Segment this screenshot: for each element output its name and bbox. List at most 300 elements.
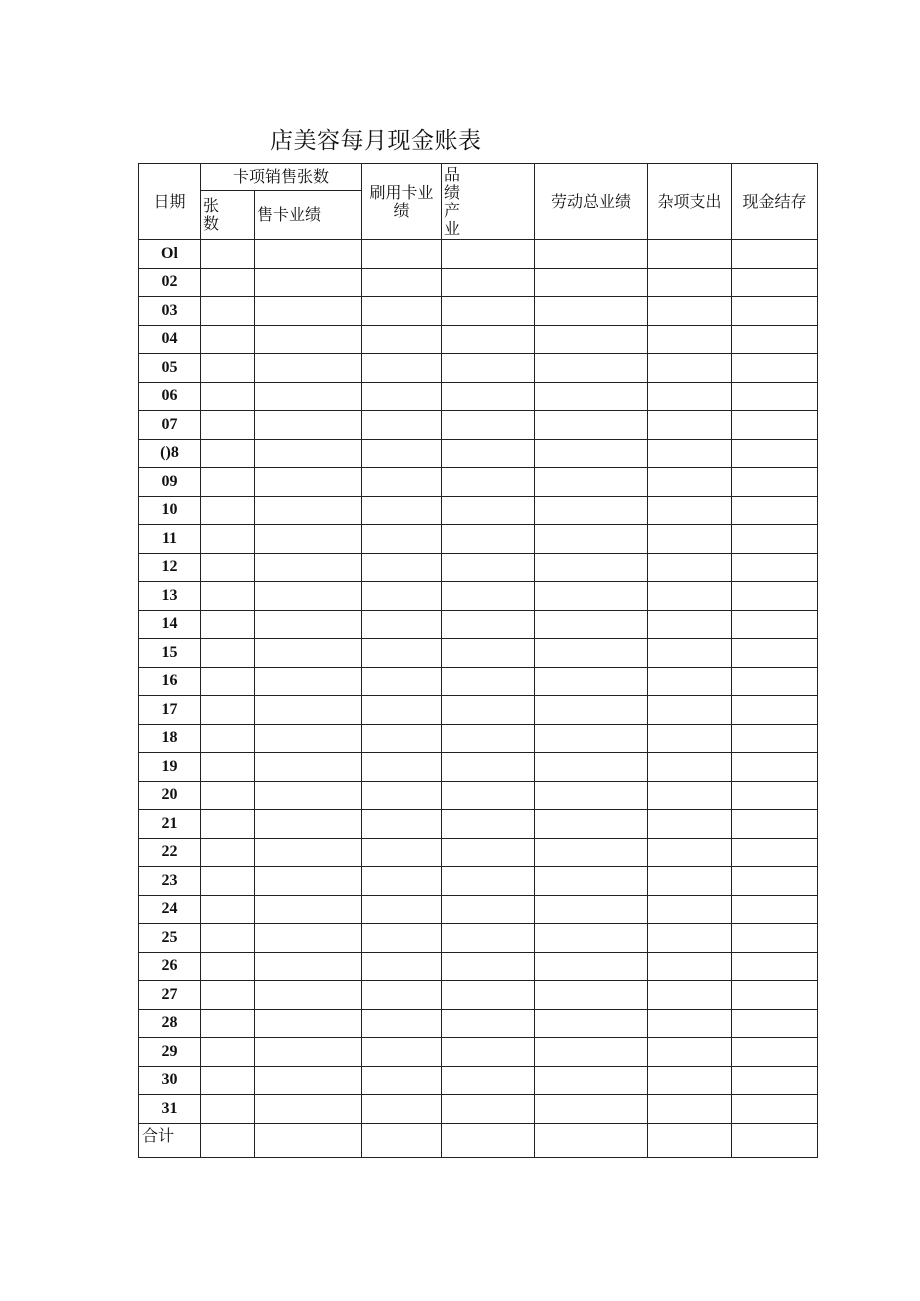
entry-cell[interactable] [732,867,818,896]
entry-cell[interactable] [201,582,255,611]
entry-cell[interactable] [442,1038,535,1067]
entry-cell[interactable] [648,838,732,867]
entry-cell[interactable] [442,354,535,383]
entry-cell[interactable] [255,610,362,639]
entry-cell[interactable] [442,240,535,269]
day-label: 07 [139,411,201,440]
table-row [139,1095,818,1124]
day-label: ()8 [139,439,201,468]
entry-cell[interactable] [535,867,648,896]
total-cell[interactable] [648,1123,732,1157]
entry-cell[interactable] [255,496,362,525]
table-row [139,952,818,981]
total-row [139,1123,818,1157]
header-product [442,164,535,240]
entry-cell[interactable] [442,582,535,611]
entry-cell[interactable] [201,895,255,924]
entry-cell[interactable] [535,924,648,953]
entry-cell[interactable] [535,1095,648,1124]
entry-cell[interactable] [732,1009,818,1038]
entry-cell[interactable] [442,924,535,953]
entry-cell[interactable] [201,496,255,525]
entry-cell[interactable] [362,724,442,753]
header-date: 日期 [139,164,201,240]
entry-cell[interactable] [201,838,255,867]
entry-cell[interactable] [535,952,648,981]
entry-cell[interactable] [648,895,732,924]
entry-cell[interactable] [362,639,442,668]
entry-cell[interactable] [535,981,648,1010]
table-row [139,1038,818,1067]
entry-cell[interactable] [442,325,535,354]
entry-cell[interactable] [732,268,818,297]
table-row [139,496,818,525]
entry-cell[interactable] [362,753,442,782]
entry-cell[interactable] [362,382,442,411]
cash-ledger-table [138,163,818,1158]
entry-cell[interactable] [732,1038,818,1067]
day-label: 02 [139,268,201,297]
entry-cell[interactable] [535,838,648,867]
table-row [139,724,818,753]
entry-cell[interactable] [442,610,535,639]
page-title: 店美容每月现金账表 [270,128,482,154]
entry-cell[interactable] [535,639,648,668]
entry-cell[interactable] [201,952,255,981]
entry-cell[interactable] [442,411,535,440]
entry-cell[interactable] [442,439,535,468]
entry-cell[interactable] [648,268,732,297]
entry-cell[interactable] [648,981,732,1010]
entry-cell[interactable] [732,496,818,525]
entry-cell[interactable] [442,1066,535,1095]
entry-cell[interactable] [442,781,535,810]
entry-cell[interactable] [201,1038,255,1067]
entry-cell[interactable] [442,810,535,839]
entry-cell[interactable] [535,667,648,696]
entry-cell[interactable] [201,354,255,383]
entry-cell[interactable] [648,667,732,696]
entry-cell[interactable] [535,439,648,468]
entry-cell[interactable] [442,696,535,725]
entry-cell[interactable] [535,496,648,525]
entry-cell[interactable] [648,924,732,953]
entry-cell[interactable] [255,553,362,582]
total-cell[interactable] [732,1123,818,1157]
entry-cell[interactable] [442,867,535,896]
entry-cell[interactable] [362,696,442,725]
entry-cell[interactable] [255,781,362,810]
entry-cell[interactable] [201,382,255,411]
day-label: 26 [139,952,201,981]
entry-cell[interactable] [442,895,535,924]
entry-cell[interactable] [535,781,648,810]
entry-cell[interactable] [362,952,442,981]
entry-cell[interactable] [255,268,362,297]
day-label: 05 [139,354,201,383]
entry-cell[interactable] [201,325,255,354]
table-row [139,268,818,297]
entry-cell[interactable] [255,1009,362,1038]
table-row [139,838,818,867]
entry-cell[interactable] [255,895,362,924]
total-cell[interactable] [442,1123,535,1157]
entry-cell[interactable] [535,1038,648,1067]
day-label: 17 [139,696,201,725]
entry-cell[interactable] [648,810,732,839]
entry-cell[interactable] [362,838,442,867]
entry-cell[interactable] [201,1095,255,1124]
entry-cell[interactable] [201,411,255,440]
entry-cell[interactable] [201,468,255,497]
entry-cell[interactable] [732,354,818,383]
entry-cell[interactable] [648,240,732,269]
entry-cell[interactable] [362,268,442,297]
table-row [139,895,818,924]
entry-cell[interactable] [442,553,535,582]
entry-cell[interactable] [442,952,535,981]
entry-cell[interactable] [201,610,255,639]
day-label: 19 [139,753,201,782]
entry-cell[interactable] [201,268,255,297]
entry-cell[interactable] [201,753,255,782]
day-label: 03 [139,297,201,326]
entry-cell[interactable] [201,439,255,468]
entry-cell[interactable] [362,439,442,468]
entry-cell[interactable] [732,810,818,839]
entry-cell[interactable] [535,610,648,639]
entry-cell[interactable] [535,525,648,554]
entry-cell[interactable] [732,439,818,468]
header-card-count-line2: 数 [203,214,220,233]
entry-cell[interactable] [255,867,362,896]
entry-cell[interactable] [732,325,818,354]
entry-cell[interactable] [732,696,818,725]
entry-cell[interactable] [362,240,442,269]
entry-cell[interactable] [362,1009,442,1038]
table-row [139,753,818,782]
entry-cell[interactable] [362,496,442,525]
entry-cell[interactable] [535,753,648,782]
entry-cell[interactable] [255,240,362,269]
header-product-line2: 绩 [444,182,461,202]
table-row [139,468,818,497]
table-row [139,667,818,696]
entry-cell[interactable] [255,1066,362,1095]
total-cell[interactable] [535,1123,648,1157]
total-cell[interactable] [255,1123,362,1157]
table-row [139,439,818,468]
entry-cell[interactable] [201,553,255,582]
entry-cell[interactable] [442,382,535,411]
entry-cell[interactable] [442,1095,535,1124]
total-label: 合计 [139,1123,201,1157]
entry-cell[interactable] [362,411,442,440]
table-row [139,639,818,668]
entry-cell[interactable] [535,895,648,924]
day-label: 20 [139,781,201,810]
entry-cell[interactable] [648,582,732,611]
entry-cell[interactable] [255,297,362,326]
entry-cell[interactable] [255,468,362,497]
entry-cell[interactable] [732,753,818,782]
entry-cell[interactable] [732,411,818,440]
entry-cell[interactable] [732,553,818,582]
entry-cell[interactable] [201,525,255,554]
table-row [139,411,818,440]
day-label: 10 [139,496,201,525]
entry-cell[interactable] [201,639,255,668]
entry-cell[interactable] [732,981,818,1010]
entry-cell[interactable] [442,753,535,782]
entry-cell[interactable] [648,354,732,383]
entry-cell[interactable] [362,1095,442,1124]
entry-cell[interactable] [255,1095,362,1124]
entry-cell[interactable] [201,781,255,810]
entry-cell[interactable] [362,781,442,810]
entry-cell[interactable] [255,354,362,383]
entry-cell[interactable] [362,981,442,1010]
entry-cell[interactable] [362,553,442,582]
day-label: 21 [139,810,201,839]
header-labor: 劳动总业绩 [535,164,648,240]
day-label: 14 [139,610,201,639]
day-label: 25 [139,924,201,953]
entry-cell[interactable] [648,382,732,411]
entry-cell[interactable] [255,639,362,668]
entry-cell[interactable] [732,781,818,810]
table-row [139,582,818,611]
entry-cell[interactable] [255,439,362,468]
entry-cell[interactable] [255,952,362,981]
entry-cell[interactable] [255,325,362,354]
header-cash: 现金结存 [732,164,818,240]
entry-cell[interactable] [362,525,442,554]
table-row [139,1066,818,1095]
entry-cell[interactable] [732,240,818,269]
entry-cell[interactable] [201,981,255,1010]
entry-cell[interactable] [732,724,818,753]
entry-cell[interactable] [648,439,732,468]
header-misc: 杂项支出 [648,164,732,240]
entry-cell[interactable] [255,696,362,725]
table-row [139,553,818,582]
entry-cell[interactable] [648,297,732,326]
day-label: 15 [139,639,201,668]
entry-cell[interactable] [535,411,648,440]
entry-cell[interactable] [255,411,362,440]
day-label: 24 [139,895,201,924]
entry-cell[interactable] [535,382,648,411]
day-label: 27 [139,981,201,1010]
table-row [139,525,818,554]
table-row [139,240,818,269]
entry-cell[interactable] [201,696,255,725]
entry-cell[interactable] [648,468,732,497]
table-row [139,1009,818,1038]
entry-cell[interactable] [255,724,362,753]
entry-cell[interactable] [255,924,362,953]
total-cell[interactable] [201,1123,255,1157]
entry-cell[interactable] [648,325,732,354]
entry-cell[interactable] [442,268,535,297]
entry-cell[interactable] [732,895,818,924]
entry-cell[interactable] [442,297,535,326]
entry-cell[interactable] [201,667,255,696]
entry-cell[interactable] [732,582,818,611]
header-card-swipe [362,164,442,240]
header-card-sales-group: 卡项销售张数 [201,164,362,191]
table-row [139,297,818,326]
entry-cell[interactable] [648,639,732,668]
table-row [139,382,818,411]
entry-cell[interactable] [362,924,442,953]
entry-cell[interactable] [535,240,648,269]
entry-cell[interactable] [442,1009,535,1038]
entry-cell[interactable] [442,639,535,668]
entry-cell[interactable] [648,867,732,896]
entry-cell[interactable] [442,667,535,696]
table-row [139,781,818,810]
header-product-line1: 品 [444,164,461,184]
header-product-line3: 产 [444,200,461,220]
entry-cell[interactable] [535,268,648,297]
day-label: 06 [139,382,201,411]
entry-cell[interactable] [648,1066,732,1095]
entry-cell[interactable] [732,838,818,867]
entry-cell[interactable] [648,952,732,981]
day-label: 29 [139,1038,201,1067]
entry-cell[interactable] [648,1038,732,1067]
day-label: 16 [139,667,201,696]
entry-cell[interactable] [201,810,255,839]
day-label: 13 [139,582,201,611]
entry-cell[interactable] [535,297,648,326]
entry-cell[interactable] [442,724,535,753]
day-label: 28 [139,1009,201,1038]
entry-cell[interactable] [201,1066,255,1095]
entry-cell[interactable] [535,582,648,611]
entry-cell[interactable] [732,610,818,639]
entry-cell[interactable] [535,354,648,383]
header-card-sales-amount: 售卡业绩 [255,191,362,240]
entry-cell[interactable] [255,525,362,554]
entry-cell[interactable] [362,1066,442,1095]
entry-cell[interactable] [732,525,818,554]
entry-cell[interactable] [732,382,818,411]
entry-cell[interactable] [362,667,442,696]
entry-cell[interactable] [442,496,535,525]
entry-cell[interactable] [648,724,732,753]
day-label: Ol [139,240,201,269]
table-row [139,325,818,354]
entry-cell[interactable] [732,1066,818,1095]
entry-cell[interactable] [201,924,255,953]
entry-cell[interactable] [442,981,535,1010]
entry-cell[interactable] [648,753,732,782]
entry-cell[interactable] [362,895,442,924]
entry-cell[interactable] [732,1095,818,1124]
entry-cell[interactable] [362,610,442,639]
entry-cell[interactable] [648,1095,732,1124]
entry-cell[interactable] [535,553,648,582]
day-label: 22 [139,838,201,867]
table-row [139,924,818,953]
entry-cell[interactable] [648,496,732,525]
header-card-swipe-line1: 刷用卡业 [369,182,434,202]
entry-cell[interactable] [255,667,362,696]
entry-cell[interactable] [255,981,362,1010]
entry-cell[interactable] [362,468,442,497]
entry-cell[interactable] [255,753,362,782]
header-product-line4: 业 [444,218,461,238]
entry-cell[interactable] [732,468,818,497]
entry-cell[interactable] [535,325,648,354]
entry-cell[interactable] [201,1009,255,1038]
entry-cell[interactable] [535,468,648,497]
entry-cell[interactable] [255,810,362,839]
entry-cell[interactable] [732,639,818,668]
day-label: 18 [139,724,201,753]
entry-cell[interactable] [535,810,648,839]
entry-cell[interactable] [648,411,732,440]
entry-cell[interactable] [362,582,442,611]
entry-cell[interactable] [732,952,818,981]
entry-cell[interactable] [648,525,732,554]
entry-cell[interactable] [535,724,648,753]
entry-cell[interactable] [201,240,255,269]
entry-cell[interactable] [255,582,362,611]
entry-cell[interactable] [362,325,442,354]
entry-cell[interactable] [535,1009,648,1038]
entry-cell[interactable] [362,867,442,896]
entry-cell[interactable] [648,610,732,639]
entry-cell[interactable] [732,924,818,953]
entry-cell[interactable] [255,1038,362,1067]
entry-cell[interactable] [732,667,818,696]
entry-cell[interactable] [362,297,442,326]
day-label: 04 [139,325,201,354]
entry-cell[interactable] [442,525,535,554]
entry-cell[interactable] [201,297,255,326]
entry-cell[interactable] [362,354,442,383]
total-cell[interactable] [362,1123,442,1157]
header-card-count [201,191,255,240]
entry-cell[interactable] [648,781,732,810]
entry-cell[interactable] [732,297,818,326]
entry-cell[interactable] [442,838,535,867]
table-row [139,867,818,896]
entry-cell[interactable] [442,468,535,497]
entry-cell[interactable] [535,1066,648,1095]
entry-cell[interactable] [362,1038,442,1067]
day-label: 30 [139,1066,201,1095]
day-label: 23 [139,867,201,896]
entry-cell[interactable] [648,553,732,582]
entry-cell[interactable] [648,696,732,725]
entry-cell[interactable] [255,838,362,867]
entry-cell[interactable] [255,382,362,411]
entry-cell[interactable] [535,696,648,725]
day-label: 11 [139,525,201,554]
table-row [139,354,818,383]
day-label: 09 [139,468,201,497]
entry-cell[interactable] [648,1009,732,1038]
entry-cell[interactable] [362,810,442,839]
entry-cell[interactable] [201,724,255,753]
header-card-swipe-line2: 绩 [393,200,410,220]
entry-cell[interactable] [201,867,255,896]
